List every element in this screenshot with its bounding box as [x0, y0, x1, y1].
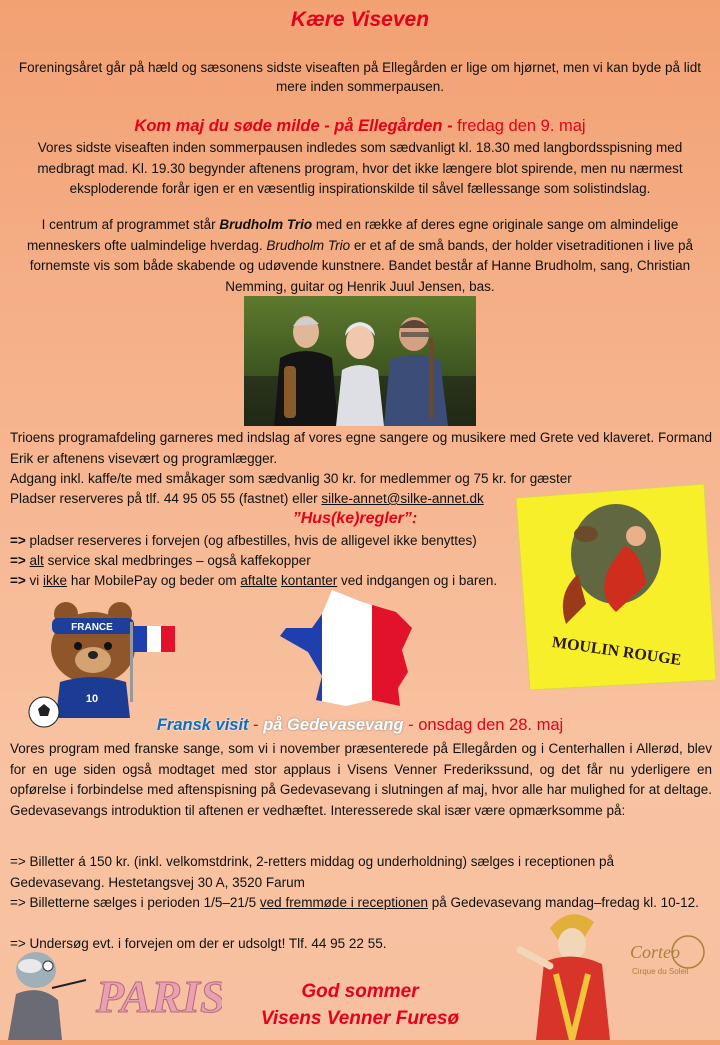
event1-para2 — [8, 215, 712, 297]
poster-title: MOULIN ROUGE — [550, 634, 683, 670]
bear-mascot — [26, 600, 186, 730]
separator: - — [248, 716, 264, 734]
closing — [200, 978, 520, 1032]
separator: - — [403, 716, 419, 734]
event1-heading — [0, 117, 720, 136]
text: aftalte — [240, 573, 278, 588]
rule-item — [10, 551, 590, 572]
page-title: Kære Viseven — [290, 8, 430, 31]
closing-line2: Visens Venner Furesø — [260, 1008, 460, 1029]
rules-heading: ”Hus(ke)regler”: — [292, 510, 418, 527]
event1-para3: Trioens programafdeling garneres med indslag af vores egne sangere og musikere med Grete ved klaveret. Formand Erik er aftenens visevært og programlægger. — [10, 430, 712, 466]
arrow: => — [10, 573, 26, 588]
corteo-sub: Cirque du Soleil — [632, 967, 689, 976]
text: kontanter — [280, 573, 338, 588]
text: I centrum af programmet står — [41, 217, 220, 232]
event1-reserve — [10, 489, 590, 510]
france-map — [272, 588, 422, 710]
bear-band-text: FRANCE — [71, 622, 113, 633]
text: alt — [29, 553, 44, 568]
event2-title: Fransk visit — [156, 716, 249, 734]
text: ikke — [43, 573, 68, 588]
rule-item — [10, 531, 590, 552]
text: med en række af deres egne originale sange om almindelige menneskers ofte ualmindelige hverdag. — [26, 217, 679, 253]
moulin-rouge-poster — [516, 484, 716, 690]
event2-date: onsdag den 28. maj — [418, 716, 564, 734]
event2-bullet: => Billetter á 150 kr. (inkl. velkomstdrink, 2-retters middag og underholdning) sælges i receptionen på Gedevasevang. Hestetangsvej 30 A, 3520 Farum — [10, 854, 615, 890]
cartoon-man — [0, 944, 90, 1040]
text: vi — [25, 573, 44, 588]
band-name: Brudholm Trio — [266, 237, 351, 253]
event1-para1: Vores sidste viseaften inden sommerpausen indledes som sædvanligt kl. 18.30 med langbordsspisning med medbragt mad. Kl. 19.30 begynder aftenens program, hvor det ikke længere blot spirende, men nu nærmest eksploderende forår igen er en væsentlig inspirationskilde til såvel fællessange som solistindslag. — [37, 140, 683, 196]
text: på Gedevasevang mandag–fredag kl. 10-12. — [428, 895, 699, 910]
harlequin-figure — [510, 904, 630, 1040]
event2-para1: Vores program med franske sange, som vi i november præsenterede på Ellegården og i Centerhallen i Allerød, blev for en uge siden også modtaget med stor applaus i Visens Venner Frederikssund, og det får nu yderligere en opførelse i forbindelse med aftenspisning på Gedevasevang i slutningen af maj, hvor alle har mulighed for at deltage. Gedevasevangs introduktion til aftenen er vedhæftet. Interesserede skal især være opmærksomme på: — [10, 741, 712, 818]
closing-line1: God sommer — [301, 981, 419, 1002]
arrow: => — [10, 533, 26, 548]
band-photo — [244, 296, 476, 426]
bear-number: 10 — [85, 693, 99, 705]
event2-venue: på Gedevasevang — [263, 716, 404, 734]
text: service skal medbringes – også kaffekopper — [43, 553, 311, 568]
event2-heading — [0, 716, 720, 735]
text: => Billetterne sælges i perioden 1/5–21/5 — [10, 895, 260, 910]
text: pladser reserveres i forvejen (og afbestilles, hvis de alligevel ikke benyttes) — [25, 533, 477, 548]
arrow: => — [10, 553, 26, 568]
text: er et af de små bands, der holder visetraditionen i live på fornemste vis som både skabende og udøvende kunstnere. Bandet består af Hanne Brudholm, sang, Christian Nemming, guitar og Henrik Juul Jensen, bas. — [29, 237, 694, 294]
text: Pladser reserveres på tlf. 44 95 05 55 (fastnet) eller — [10, 491, 322, 506]
corteo-text: Corteo — [630, 942, 681, 962]
paris-text: PARIS — [96, 971, 222, 1022]
corteo-logo — [626, 930, 716, 990]
event2-bullet: => Undersøg evt. i forvejen om der er udsolgt! Tlf. 44 95 22 55. — [10, 936, 387, 951]
event1-title: Kom maj du søde milde - på Ellegården - — [134, 117, 458, 135]
email-link[interactable]: silke-annet@silke-annet.dk — [321, 491, 484, 506]
intro-text: Foreningsåret går på hæld og sæsonens sidste viseaften på Ellegården er lige om hjørnet, men vi kan byde på lidt mere inden sommerpausen. — [18, 60, 702, 94]
event1-date: fredag den 9. maj — [457, 117, 586, 135]
text: ved indgangen og i baren. — [337, 573, 498, 588]
text: har MobilePay og beder om — [67, 573, 241, 588]
text: ved fremmøde i receptionen — [259, 895, 428, 910]
event1-price: Adgang inkl. kaffe/te med småkager som sædvanlig 30 kr. for medlemmer og 75 kr. for gæster — [10, 471, 572, 486]
band-name: Brudholm Trio — [219, 217, 313, 232]
